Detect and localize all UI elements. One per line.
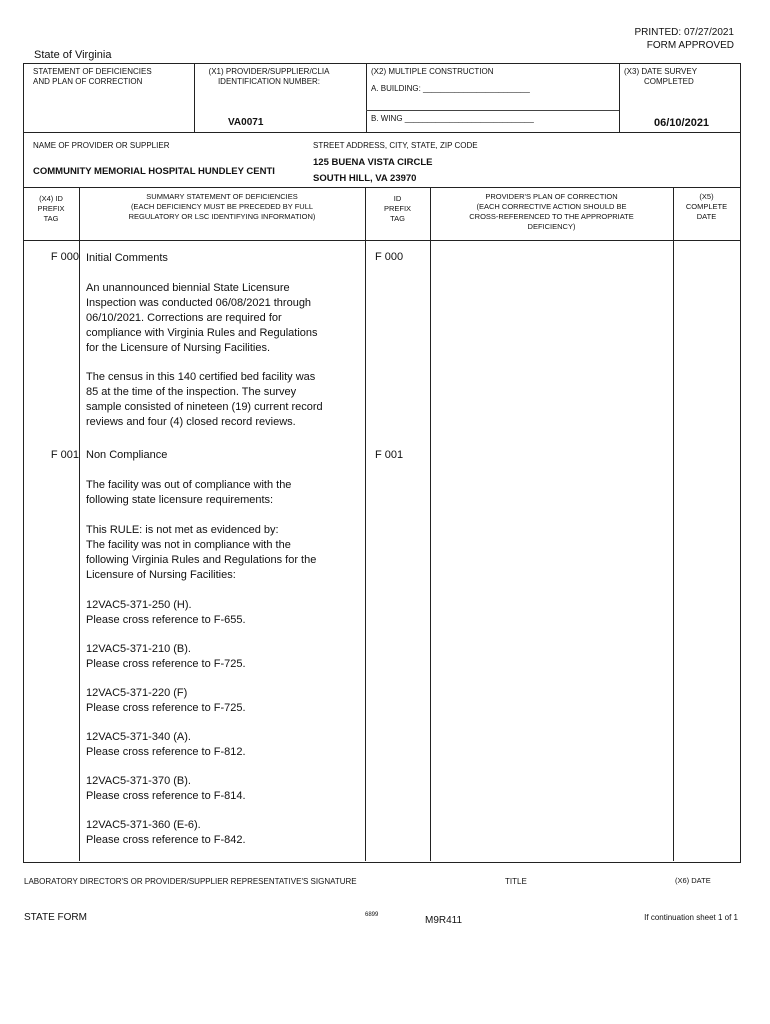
address-line2: SOUTH HILL, VA 23970 (313, 173, 417, 184)
entry-content (86, 251, 361, 430)
entry-id-tag: F 001 (375, 449, 404, 461)
x2-label: (X2) MULTIPLE CONSTRUCTION (371, 67, 494, 76)
x4-header: (X4) ID PREFIX TAG (37, 194, 65, 223)
rule-reference: 12VAC5-371-250 (H). Please cross reference to F-655. (86, 599, 246, 626)
rule-reference: 12VAC5-371-370 (B). Please cross reference to F-814. (86, 775, 246, 802)
form-status: FORM APPROVED (646, 40, 734, 51)
entry-id-tag: F 000 (375, 251, 404, 263)
rule-reference: 12VAC5-371-210 (B). Please cross reference to F-725. (86, 643, 246, 670)
form-code: 6899 (365, 912, 379, 918)
date-label: (X6) DATE (675, 876, 711, 885)
signature-label: LABORATORY DIRECTOR'S OR PROVIDER/SUPPLIER REPRESENTATIVE'S SIGNATURE (24, 877, 357, 886)
rule-reference: 12VAC5-371-340 (A). Please cross reference to F-812. (86, 731, 246, 758)
provider-name: COMMUNITY MEMORIAL HOSPITAL HUNDLEY CENTI (33, 166, 275, 177)
entry-paragraph: The census in this 140 certified bed facility was 85 at the time of the inspection. The survey sample consisted of nineteen (19) current record reviews and four (4) closed record reviews. (86, 371, 323, 428)
printed-date: PRINTED: 07/27/2021 (634, 27, 734, 38)
plan-header: PROVIDER'S PLAN OF CORRECTION (EACH CORRECTIVE ACTION SHOULD BE CROSS-REFERENCED TO THE APPROPRIATE DEFICIENCY) (469, 192, 634, 231)
x2-building: A. BUILDING: ________________________ (371, 84, 530, 93)
entry-paragraph: The facility was out of compliance with the following state licensure requirements: (86, 479, 292, 506)
document-id: M9R411 (425, 915, 463, 926)
entry-title: Initial Comments (86, 252, 168, 264)
address-line1: 125 BUENA VISTA CIRCLE (313, 157, 433, 168)
x3-value: 06/10/2021 (654, 117, 710, 129)
entry-paragraph: This RULE: is not met as evidenced by: The facility was not in compliance with the following Virginia Rules and Regulations for the Licensure of Nursing Facilities: (86, 524, 317, 581)
rule-reference: 12VAC5-371-360 (E-6). Please cross reference to F-842. (86, 819, 246, 846)
entry-title: Non Compliance (86, 449, 168, 461)
x3-label: (X3) DATE SURVEY COMPLETED (624, 67, 698, 86)
title-label: TITLE (505, 877, 527, 886)
x1-label: (X1) PROVIDER/SUPPLIER/CLIA IDENTIFICATION NUMBER: (208, 67, 330, 86)
entry-content (86, 448, 361, 848)
entry-tag: F 001 (50, 449, 79, 461)
entry-paragraph: An unannounced biennial State Licensure Inspection was conducted 06/08/2021 through 06/10/2021. Corrections are required for compliance with Virginia Rules and Regulations for the Licensure of Nursing Facilities. (86, 282, 318, 354)
address-label: STREET ADDRESS, CITY, STATE, ZIP CODE (313, 141, 478, 150)
x1-value: VA0071 (228, 117, 264, 128)
state-form-label: STATE FORM (24, 912, 87, 923)
rule-reference: 12VAC5-371-220 (F) Please cross reference to F-725. (86, 687, 246, 714)
entry-tag: F 000 (50, 251, 79, 263)
summary-header: SUMMARY STATEMENT OF DEFICIENCIES (EACH DEFICIENCY MUST BE PRECEDED BY FULL REGULATORY OR LSC IDENTIFYING INFORMATION) (128, 192, 316, 221)
provider-name-label: NAME OF PROVIDER OR SUPPLIER (33, 141, 170, 150)
statement-label: STATEMENT OF DEFICIENCIES AND PLAN OF CORRECTION (33, 67, 152, 86)
id-header: ID PREFIX TAG (383, 194, 412, 223)
continuation-sheet: If continuation sheet 1 of 1 (644, 913, 738, 922)
x5-header: (X5) COMPLETE DATE (685, 192, 728, 221)
state-name: State of Virginia (34, 49, 112, 61)
x2-wing: B. WING _____________________________ (371, 114, 534, 123)
